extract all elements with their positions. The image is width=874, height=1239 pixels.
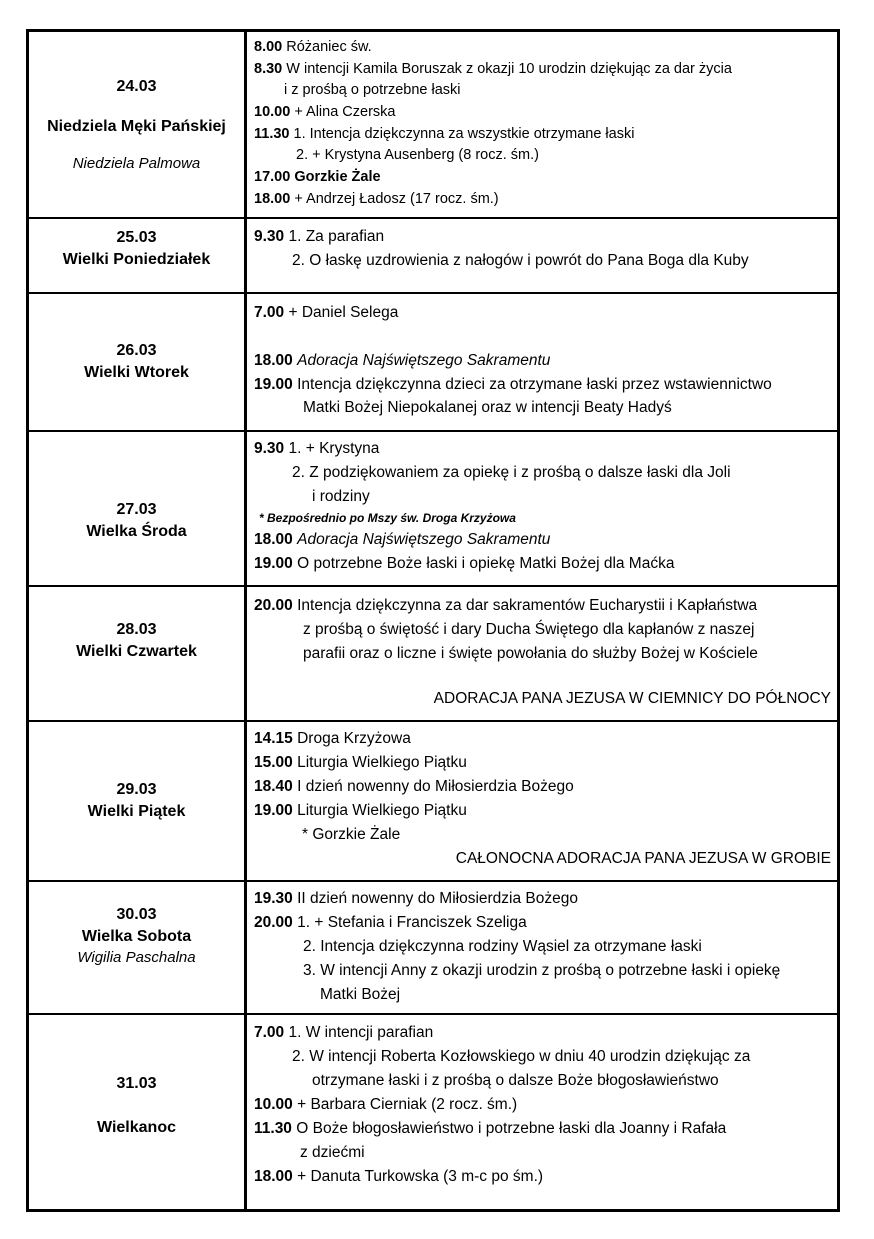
schedule-row [29,585,837,720]
day-subtitle: Niedziela Palmowa [72,154,201,172]
event-time: 18.00 [254,191,291,207]
events-cell [254,294,831,430]
day-name: Wielki Poniedziałek [62,251,211,268]
event-line [254,350,831,371]
event-line [254,752,831,773]
events-cell [254,722,831,880]
event-line [254,529,831,550]
event-text: + Danuta Turkowska (3 m-c po śm.) [297,1168,544,1185]
event-line [254,888,831,909]
event-text: 3. W intencji Anny z okazji urodzin z prośbą o potrzebne łaski i opiekę [303,962,781,979]
day-cell [29,722,247,880]
event-time: 18.00 [254,352,293,369]
event-line [254,984,831,1005]
event-line [254,824,831,845]
event-line [254,1094,831,1115]
event-text: Liturgia Wielkiego Piątku [297,802,467,819]
event-line [254,37,831,58]
event-line [254,102,831,123]
schedule-row [29,1013,837,1209]
day-date: 29.03 [116,781,157,798]
event-text: + Barbara Cierniak (2 rocz. śm.) [297,1096,518,1113]
event-time: 10.00 [254,1096,293,1113]
day-date: 28.03 [116,621,157,638]
event-text: Liturgia Wielkiego Piątku [297,754,467,771]
event-text: O potrzebne Boże łaski i opiekę Matki Bożej dla Maćka [297,555,675,572]
event-line [254,912,831,933]
event-time: 10.00 [254,104,291,120]
event-text: Intencja dziękczynna za dar sakramentów Eucharystii i Kapłaństwa [297,597,758,614]
event-time: 20.00 [254,597,293,614]
event-text: Matki Bożej [320,986,401,1003]
event-line [254,226,831,247]
event-line [254,595,831,616]
day-cell [29,432,247,585]
day-name: Wielka Środa [86,522,187,540]
event-text: 1. Za parafian [288,228,385,245]
event-line [254,936,831,957]
events-cell [254,882,831,1013]
event-text: II dzień nowenny do Miłosierdzia Bożego [297,890,578,907]
event-time: 11.30 [254,126,290,142]
day-name: Wielkanoc [97,1119,176,1136]
schedule-row [29,292,837,430]
event-line [254,124,831,145]
schedule-row [29,430,837,585]
schedule-table [26,29,840,1212]
event-text: I dzień nowenny do Miłosierdzia Bożego [297,778,574,795]
events-cell [254,587,831,720]
event-text: Gorzkie Żale [294,169,381,185]
event-text: 2. Z podziękowaniem za opiekę i z prośbą o dalsze łaski dla Joli [292,464,731,481]
event-time: 18.00 [254,531,293,548]
event-line [254,1166,831,1187]
event-time: 8.00 [254,39,283,55]
day-name: Wielki Czwartek [76,643,197,660]
day-date: 26.03 [116,342,157,359]
day-cell [29,32,247,217]
schedule-row [29,880,837,1013]
event-note [254,508,831,529]
event-line [254,960,831,981]
event-text: 2. Intencja dziękczynna rodziny Wąsiel za otrzymane łaski [303,938,702,955]
day-date: 31.03 [116,1075,157,1092]
event-line [254,462,831,483]
event-text: Adoracja Najświętszego Sakramentu [297,352,551,369]
event-time: 19.00 [254,802,293,819]
event-text: i z prośbą o potrzebne łaski [284,82,461,98]
event-time: 18.40 [254,778,293,795]
event-text: + Alina Czerska [294,104,396,120]
day-cell [29,587,247,720]
day-date: 24.03 [116,77,157,95]
event-line [254,728,831,749]
event-line [254,397,831,418]
event-text: 1. W intencji parafian [288,1024,434,1041]
event-line [254,80,831,101]
event-line [254,1118,831,1139]
event-line [254,374,831,395]
event-text: Adoracja Najświętszego Sakramentu [297,531,551,548]
event-text: O Boże błogosławieństwo i potrzebne łaski dla Joanny i Rafała [296,1120,727,1137]
day-cell [29,882,247,1013]
event-line [254,167,831,188]
schedule-row [29,217,837,292]
events-cell [254,1015,831,1209]
event-time: 15.00 [254,754,293,771]
event-line [254,688,831,709]
event-text: 2. + Krystyna Ausenberg (8 rocz. śm.) [296,147,539,163]
event-text: otrzymane łaski i z prośbą o dalsze Boże błogosławieństwo [312,1072,719,1089]
event-text: * Gorzkie Żale [302,826,401,843]
event-text: W intencji Kamila Boruszak z okazji 10 urodzin dziękując za dar życia [286,61,732,77]
schedule-row [29,32,837,217]
event-line [254,145,831,166]
schedule-row [29,720,837,880]
event-time: 19.30 [254,890,293,907]
event-time: 11.30 [254,1120,292,1137]
event-time: 20.00 [254,914,293,931]
event-line [254,250,831,271]
event-line [254,776,831,797]
event-text: Droga Krzyżowa [297,730,411,747]
day-cell [29,294,247,430]
event-text: 2. W intencji Roberta Kozłowskiego w dniu 40 urodzin dziękując za [292,1048,751,1065]
day-cell [29,219,247,292]
event-line [254,848,831,869]
event-text: Różaniec św. [286,39,372,55]
day-name: Wielki Wtorek [84,364,189,381]
events-cell [254,219,831,292]
event-text: * Bezpośrednio po Mszy św. Droga Krzyżowa [259,511,516,525]
event-line [254,619,831,640]
event-line [254,189,831,210]
event-text: ADORACJA PANA JEZUSA W CIEMNICY DO PÓŁNOCY [433,690,831,707]
event-text: 1. Intencja dziękczynna za wszystkie otrzymane łaski [293,126,635,142]
event-time: 14.15 [254,730,293,747]
event-line [254,302,831,323]
day-date: 25.03 [116,229,157,246]
event-line [254,438,831,459]
event-time: 9.30 [254,228,285,245]
event-line [254,486,831,507]
event-text: + Daniel Selega [288,304,399,321]
event-time: 7.00 [254,1024,285,1041]
event-time: 18.00 [254,1168,293,1185]
event-time: 8.30 [254,61,283,77]
event-line [254,1070,831,1091]
day-subtitle: Wigilia Paschalna [77,949,196,966]
event-time: 9.30 [254,440,285,457]
event-line [254,59,831,80]
event-time: 19.00 [254,376,293,393]
events-cell [254,432,831,585]
event-line [254,643,831,664]
events-cell [254,32,831,217]
event-text: 2. O łaskę uzdrowienia z nałogów i powrót do Pana Boga dla Kuby [292,252,749,269]
day-name: Wielki Piątek [87,803,186,820]
event-text: parafii oraz o liczne i święte powołania do służby Bożej w Kościele [303,645,758,662]
event-text: + Andrzej Ładosz (17 rocz. śm.) [294,191,499,207]
event-line [254,800,831,821]
day-date: 30.03 [116,906,157,923]
event-text: i rodziny [312,488,370,505]
event-time: 7.00 [254,304,285,321]
event-text: CAŁONOCNA ADORACJA PANA JEZUSA W GROBIE [455,850,831,867]
day-name: Niedziela Męki Pańskiej [47,117,226,135]
event-line [254,1022,831,1043]
event-text: Matki Bożej Niepokalanej oraz w intencji Beaty Hadyś [303,399,672,416]
event-text: Intencja dziękczynna dzieci za otrzymane łaski przez wstawiennictwo [297,376,772,393]
event-text: 1. + Krystyna [288,440,380,457]
day-name: Wielka Sobota [81,928,192,945]
event-time: 17.00 [254,169,291,185]
day-date: 27.03 [116,500,157,518]
event-text: z dziećmi [300,1144,365,1161]
event-text: z prośbą o świętość i dary Ducha Świętego dla kapłanów z naszej [303,621,755,638]
event-line [254,553,831,574]
event-text: 1. + Stefania i Franciszek Szeliga [297,914,527,931]
day-cell [29,1015,247,1209]
event-line [254,1046,831,1067]
event-line [254,1142,831,1163]
event-time: 19.00 [254,555,293,572]
